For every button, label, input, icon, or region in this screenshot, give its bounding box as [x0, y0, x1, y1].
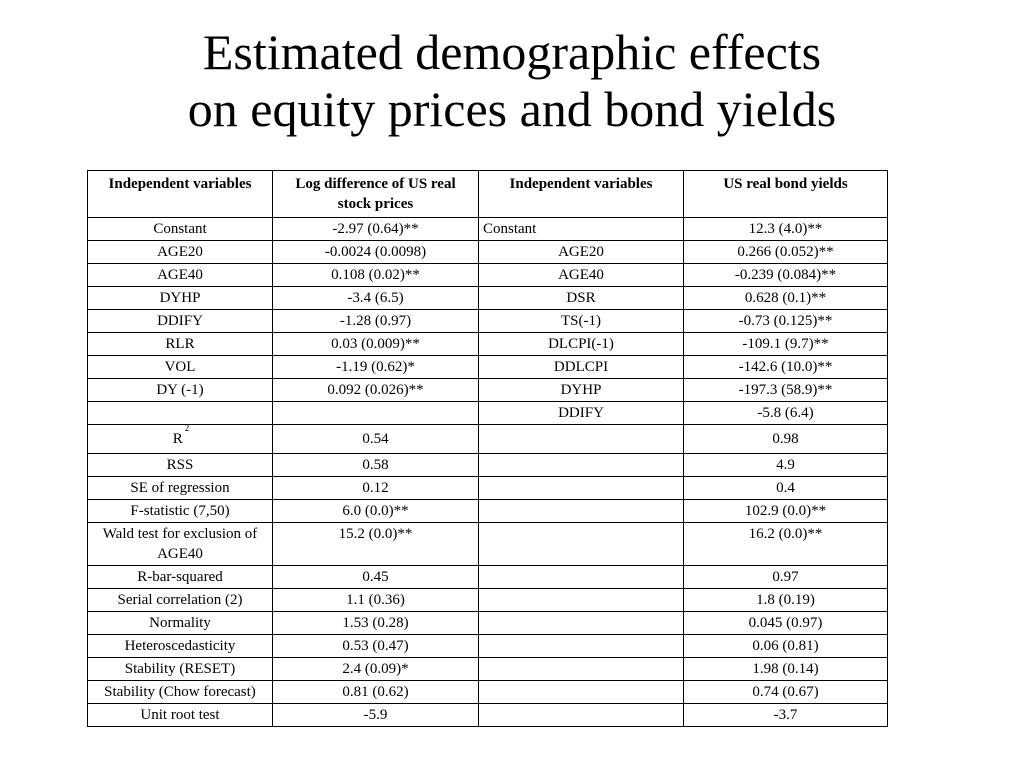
- table-cell: [479, 425, 684, 454]
- table-cell: Stability (Chow forecast): [88, 681, 273, 704]
- table-cell: [88, 402, 273, 425]
- table-row: [88, 500, 888, 523]
- table-cell: -142.6 (10.0)**: [684, 356, 888, 379]
- table-cell: 4.9: [684, 454, 888, 477]
- table-cell: -197.3 (58.9)**: [684, 379, 888, 402]
- table-cell: 0.53 (0.47): [273, 635, 479, 658]
- table-cell: -2.97 (0.64)**: [273, 218, 479, 241]
- table-cell: -3.7: [684, 704, 888, 727]
- table-cell: Constant: [479, 218, 684, 241]
- table-row: [88, 287, 888, 310]
- table-cell: -109.1 (9.7)**: [684, 333, 888, 356]
- table-row: [88, 379, 888, 402]
- table-cell: [479, 566, 684, 589]
- table-cell: 102.9 (0.0)**: [684, 500, 888, 523]
- table-cell: RSS: [88, 454, 273, 477]
- table-cell: 0.03 (0.009)**: [273, 333, 479, 356]
- table-cell: 0.092 (0.026)**: [273, 379, 479, 402]
- table-cell: Normality: [88, 612, 273, 635]
- table-cell: 6.0 (0.0)**: [273, 500, 479, 523]
- r-squared-label: R: [172, 431, 183, 447]
- table-cell: DYHP: [88, 287, 273, 310]
- table-cell: [479, 658, 684, 681]
- table-cell-r-squared: [88, 425, 273, 454]
- table-row: [88, 264, 888, 287]
- table-cell: [479, 704, 684, 727]
- table-row: [88, 589, 888, 612]
- table-cell: [273, 402, 479, 425]
- table-row: [88, 681, 888, 704]
- table-cell: DSR: [479, 287, 684, 310]
- table-cell: 0.108 (0.02)**: [273, 264, 479, 287]
- table-row: [88, 333, 888, 356]
- header-independent-variables-stock: Independent variables: [88, 171, 273, 218]
- table-cell: DLCPI(-1): [479, 333, 684, 356]
- table-cell: [479, 454, 684, 477]
- table-cell: SE of regression: [88, 477, 273, 500]
- table-cell: AGE40: [479, 264, 684, 287]
- table-cell: -5.9: [273, 704, 479, 727]
- table-cell: 0.06 (0.81): [684, 635, 888, 658]
- table-cell: 0.45: [273, 566, 479, 589]
- table-cell: AGE20: [88, 241, 273, 264]
- table-cell: 0.81 (0.62): [273, 681, 479, 704]
- table-row: [88, 704, 888, 727]
- table-cell: [479, 477, 684, 500]
- table-cell: -0.239 (0.084)**: [684, 264, 888, 287]
- regression-results-table: [87, 170, 888, 727]
- table-row: [88, 425, 888, 454]
- table-cell: AGE20: [479, 241, 684, 264]
- table-cell: Wald test for exclusion of AGE40: [88, 523, 273, 566]
- table-cell: DDLCPI: [479, 356, 684, 379]
- table-cell: 0.12: [273, 477, 479, 500]
- table-cell: 1.98 (0.14): [684, 658, 888, 681]
- slide-title-line-1: Estimated demographic effects: [202, 24, 822, 80]
- table-cell: -5.8 (6.4): [684, 402, 888, 425]
- table-cell: 0.54: [273, 425, 479, 454]
- header-independent-variables-bond: Independent variables: [479, 171, 684, 218]
- table-cell: 0.97: [684, 566, 888, 589]
- table-row: [88, 454, 888, 477]
- table-cell: 1.1 (0.36): [273, 589, 479, 612]
- table-row: [88, 658, 888, 681]
- table-cell: VOL: [88, 356, 273, 379]
- table-cell: [479, 500, 684, 523]
- table-cell: 0.4: [684, 477, 888, 500]
- table-cell: -3.4 (6.5): [273, 287, 479, 310]
- table-header-row: [88, 171, 888, 218]
- table-cell: 2.4 (0.09)*: [273, 658, 479, 681]
- table-cell: [479, 612, 684, 635]
- table-row: [88, 566, 888, 589]
- table-cell: DDIFY: [88, 310, 273, 333]
- r-squared-superscript: 2: [184, 423, 190, 433]
- table-cell: 0.266 (0.052)**: [684, 241, 888, 264]
- table-cell: 1.8 (0.19): [684, 589, 888, 612]
- table-row: [88, 218, 888, 241]
- table-row: [88, 523, 888, 566]
- table-cell: 0.98: [684, 425, 888, 454]
- table-row: [88, 635, 888, 658]
- table-cell: Heteroscedasticity: [88, 635, 273, 658]
- table-row: [88, 402, 888, 425]
- table-cell: [479, 681, 684, 704]
- table-cell: 0.74 (0.67): [684, 681, 888, 704]
- table-cell: 1.53 (0.28): [273, 612, 479, 635]
- table-row: [88, 356, 888, 379]
- table-cell: R-bar-squared: [88, 566, 273, 589]
- table-cell: Serial correlation (2): [88, 589, 273, 612]
- table-row: [88, 310, 888, 333]
- table-cell: -0.73 (0.125)**: [684, 310, 888, 333]
- table-cell: 0.628 (0.1)**: [684, 287, 888, 310]
- table-cell: -1.19 (0.62)*: [273, 356, 479, 379]
- slide-title: [0, 24, 1024, 138]
- table-cell: 12.3 (4.0)**: [684, 218, 888, 241]
- table-row: [88, 477, 888, 500]
- table-cell: TS(-1): [479, 310, 684, 333]
- table-row: [88, 241, 888, 264]
- table-cell: [479, 589, 684, 612]
- header-stock-prices: Log difference of US real stock prices: [273, 171, 479, 218]
- table-cell: 16.2 (0.0)**: [684, 523, 888, 566]
- table-cell: Unit root test: [88, 704, 273, 727]
- table-cell: 15.2 (0.0)**: [273, 523, 479, 566]
- header-bond-yields: US real bond yields: [684, 171, 888, 218]
- table-cell: Stability (RESET): [88, 658, 273, 681]
- table-cell: AGE40: [88, 264, 273, 287]
- table-cell: DDIFY: [479, 402, 684, 425]
- table-cell: RLR: [88, 333, 273, 356]
- table-cell: F-statistic (7,50): [88, 500, 273, 523]
- table-cell: [479, 635, 684, 658]
- table-cell: Constant: [88, 218, 273, 241]
- table-cell: 0.58: [273, 454, 479, 477]
- table-row: [88, 612, 888, 635]
- table-cell: -0.0024 (0.0098): [273, 241, 479, 264]
- table-cell: DY (-1): [88, 379, 273, 402]
- table-cell: 0.045 (0.97): [684, 612, 888, 635]
- table-cell: [479, 523, 684, 566]
- slide-title-line-2: on equity prices and bond yields: [187, 81, 837, 137]
- table-cell: DYHP: [479, 379, 684, 402]
- table-cell: -1.28 (0.97): [273, 310, 479, 333]
